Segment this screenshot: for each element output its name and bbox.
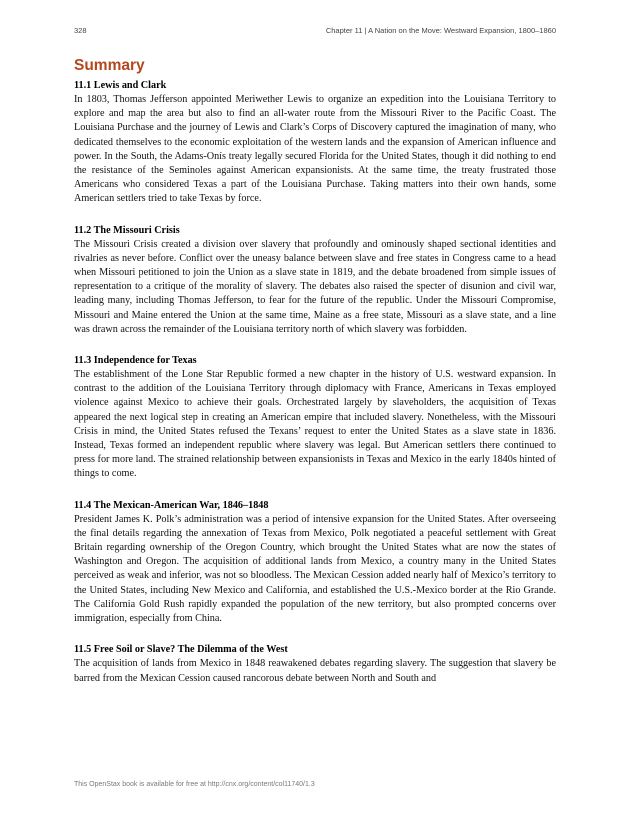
section-lewis-and-clark: [74, 79, 556, 207]
section-heading: 11.5 Free Soil or Slave? The Dilemma of the West: [74, 644, 288, 656]
section-body: In 1803, Thomas Jefferson appointed Meriwether Lewis to organize an expedition into the Louisiana Territory to explore and map the area but also to find an all-water route from the Missouri River to the Pacific Coast. The Louisiana Purchase and the journey of Lewis and Clark’s Corps of Discovery captured the imagination of many, who dedicated themselves to the economic exploitation of the western lands and the expansion of American influence and power. In the South, the Adams-Onís treaty legally secured Florida for the United States, though it did nothing to end the resistance of the Seminoles against American expansionists. At the same time, the treaty frustrated those Americans who considered Texas a part of the Louisiana Purchase. Taking matters into their own hands, some American settlers tried to take Texas by force.: [74, 94, 556, 205]
section-heading: 11.4 The Mexican-American War, 1846–1848: [74, 499, 269, 511]
page-number: 328: [74, 26, 87, 35]
section-body: The acquisition of lands from Mexico in 1848 reawakened debates regarding slavery. The suggestion that slavery be barred from the Mexican Cession caused rancorous debate between North and South and: [74, 658, 556, 684]
section-independence-texas: [74, 354, 556, 482]
section-missouri-crisis: [74, 224, 556, 337]
running-header: [74, 26, 556, 38]
chapter-title: Chapter 11 | A Nation on the Move: Westward Expansion, 1800–1860: [325, 26, 556, 35]
summary-title: Summary: [74, 57, 145, 74]
section-heading: 11.3 Independence for Texas: [74, 355, 197, 367]
section-body: President James K. Polk’s administration was a period of intensive expansion for the United States. After overseeing the final details regarding the annexation of Texas from Mexico, Polk negotiated a peaceful settlement with Great Britain regarding ownership of the Oregon Country, which brought the United States what are now the states of Washington and Oregon. The acquisition of additional lands from Mexico, a country many in the United States perceived as weak and inferior, was not so bloodless. The Mexican Cession added nearly half of Mexico’s territory to the United States, including New Mexico and California, and established the U.S.-Mexico border at the Rio Grande. The California Gold Rush rapidly expanded the population of the new territory, but also prompted concerns over immigration, especially from China.: [74, 513, 556, 625]
section-body: The establishment of the Lone Star Republic formed a new chapter in the history of U.S. westward expansion. In contrast to the addition of the Louisiana Territory through diplomacy with France, Americans in Texas employed violence against Mexico to achieve their goals. Orchestrated largely by slaveholders, the acquisition of Texas appeared the next logical step in creating an American empire that included slavery. Nonetheless, with the Missouri Crisis in mind, the United States refused the Texans’ request to enter the United States as a slave state in 1836. Instead, Texas formed an independent republic where slavery was legal. But American settlers there continued to press for more land. The strained relationship between expansionists in Texas and Mexico in the early 1840s hinted of things to come.: [74, 369, 556, 480]
summary-content: [74, 79, 556, 703]
section-heading: 11.2 The Missouri Crisis: [74, 224, 180, 236]
section-free-soil-or-slave: [74, 643, 556, 685]
section-heading: 11.1 Lewis and Clark: [74, 80, 167, 91]
section-body: The Missouri Crisis created a division over slavery that profoundly and ominously shaped sectional identities and rivalries as never before. Conflict over the uneasy balance between slave and free states in Congress came to a head when Missouri petitioned to join the Union as a slave state in 1819, and the debate broadened from simple issues of representation to a critique of the morality of slavery. The debates also raised the specter of disunion and civil war, leading many, including Thomas Jefferson, to fear for the future of the republic. Under the Missouri Compromise, Missouri and Maine entered the Union at the same time, Maine as a free state, Missouri as a slave state, and a line was drawn across the remainder of the Louisiana territory north of which slavery was forbidden.: [74, 238, 556, 335]
section-mexican-american-war: [74, 499, 556, 627]
page-footer: This OpenStax book is available for free at http://cnx.org/content/col11740/1.3: [74, 781, 315, 788]
